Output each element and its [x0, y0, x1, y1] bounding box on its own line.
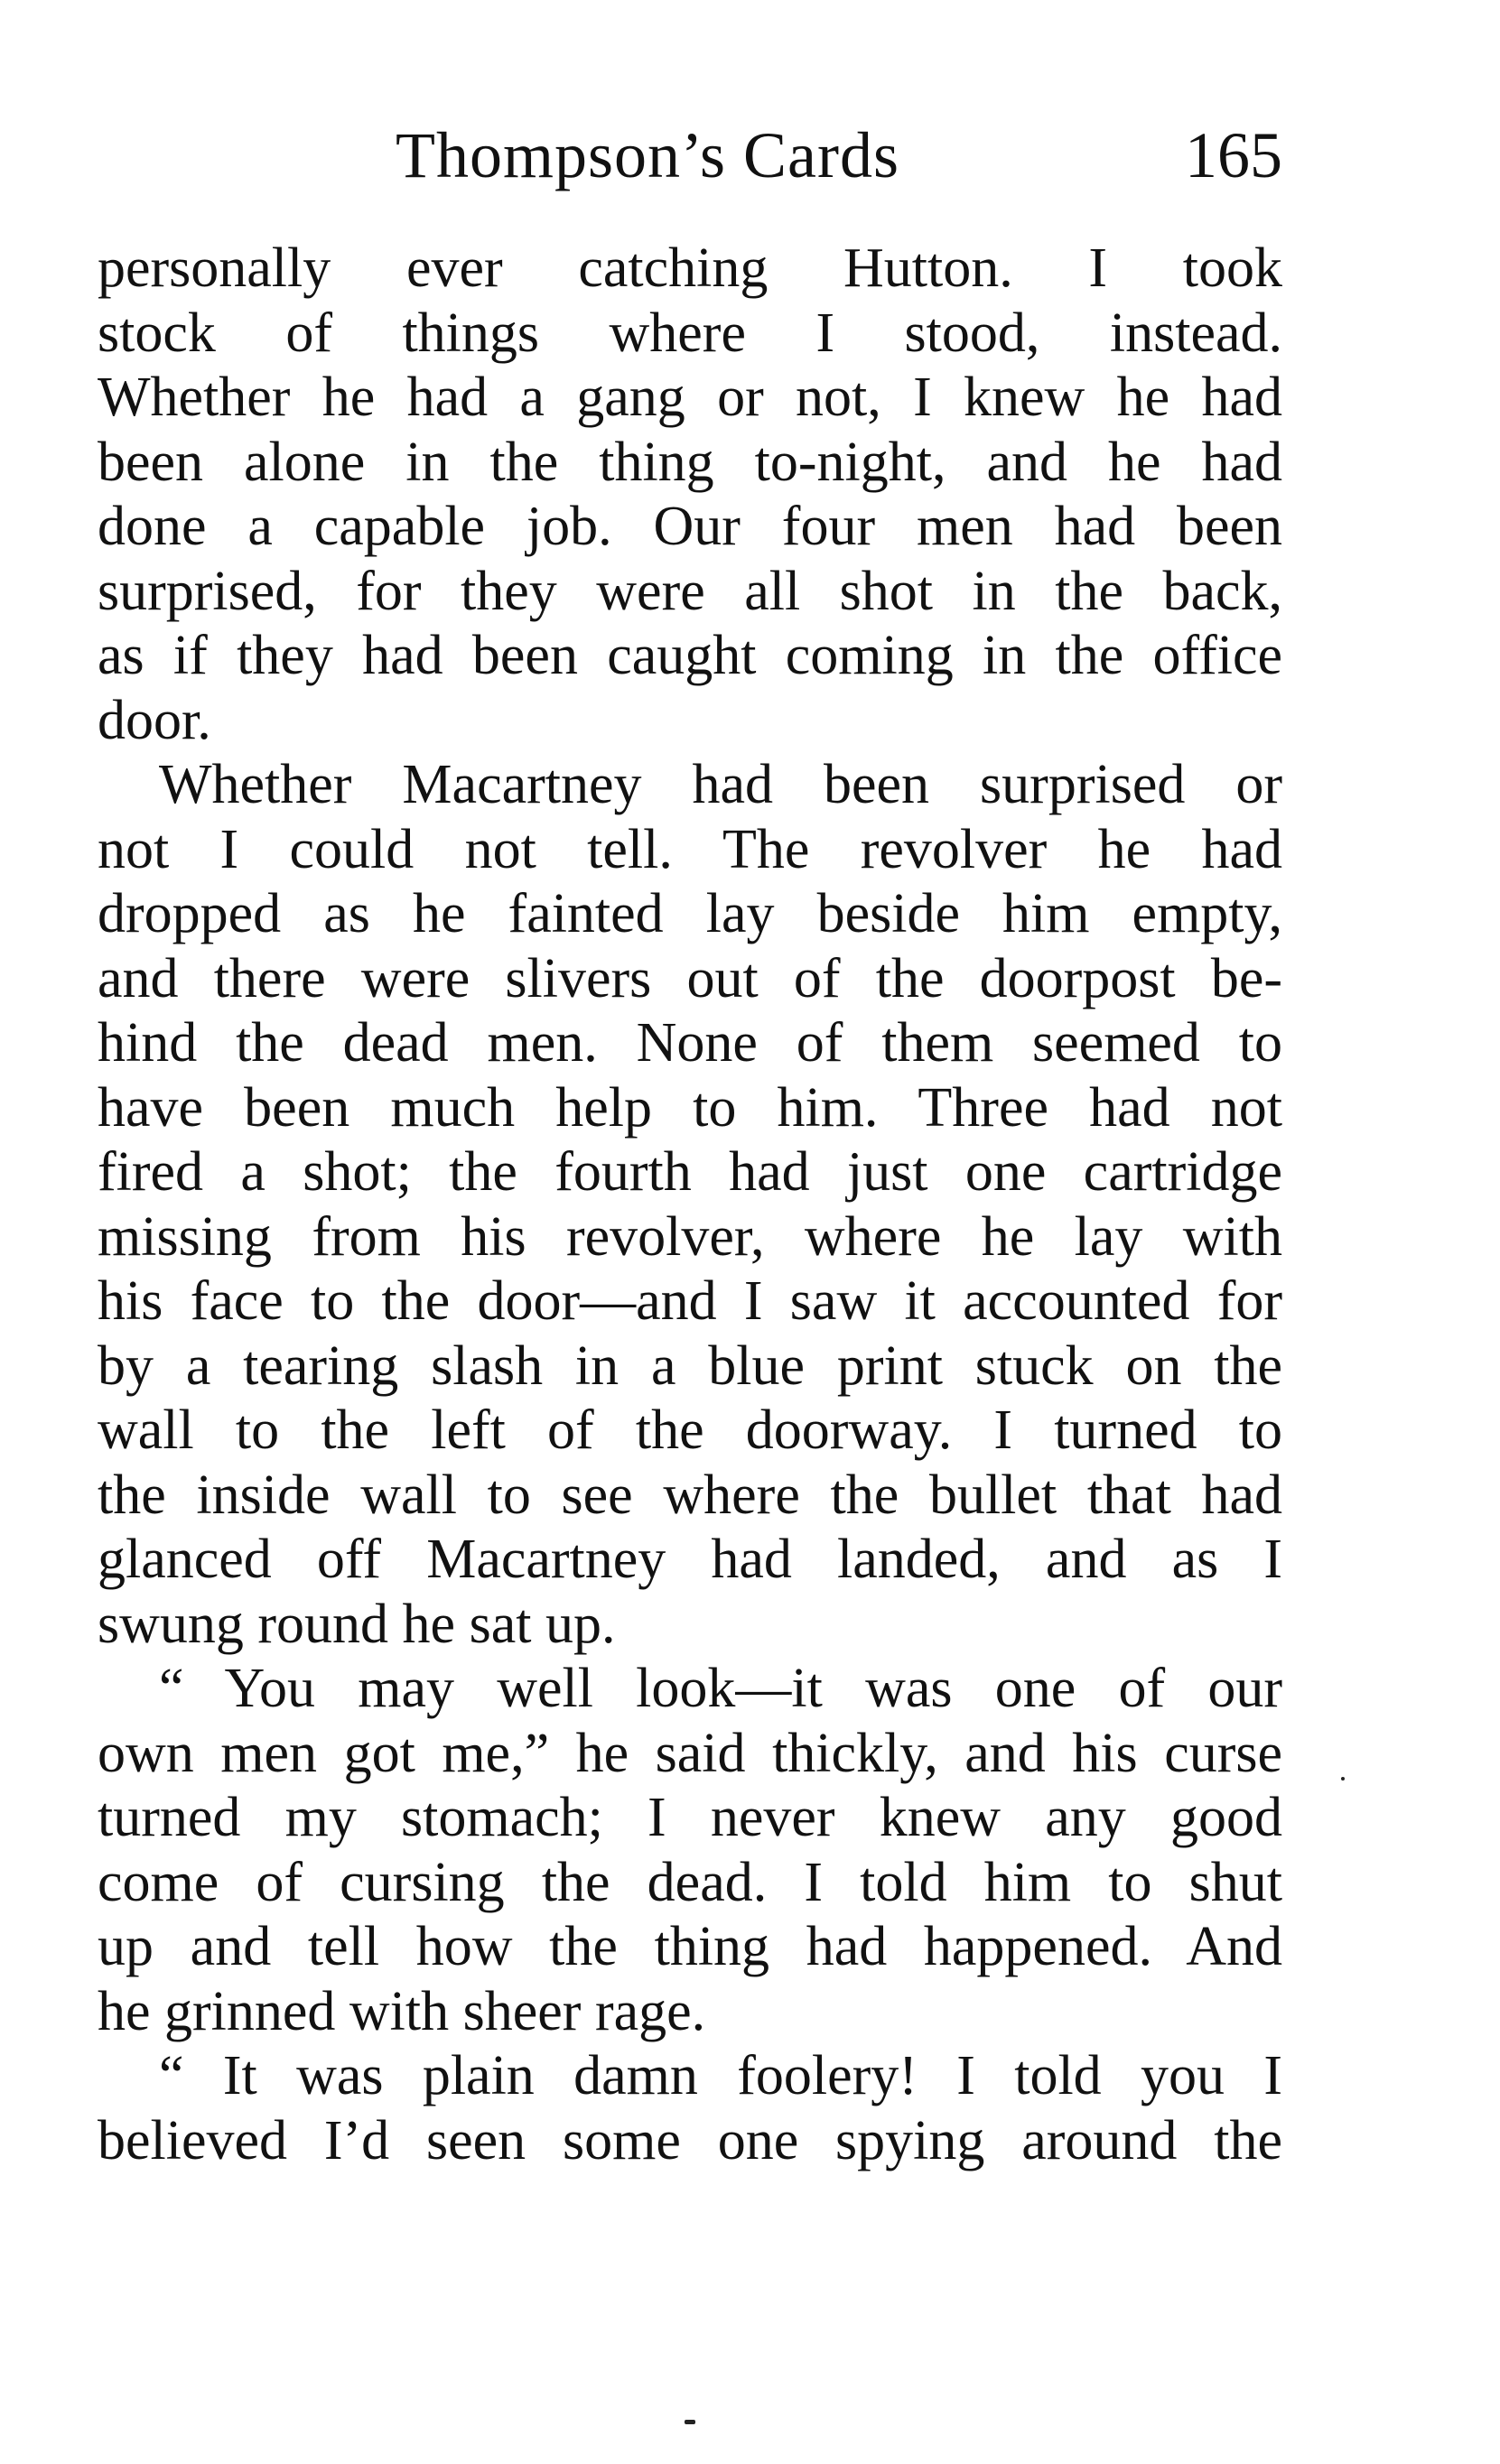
text-line: surprised, for they were all shot in the back, — [98, 560, 1282, 622]
text-line: the inside wall to see where the bullet that had — [98, 1464, 1282, 1526]
text-line: he grinned with sheer rage. — [98, 1980, 706, 2042]
text-line: wall to the left of the doorway. I turned to — [98, 1399, 1282, 1461]
text-line: turned my stomach; I never knew any good — [98, 1787, 1282, 1848]
text-line: dropped as he fainted lay beside him empty, — [98, 883, 1282, 944]
page-number: 165 — [1185, 119, 1282, 191]
print-speck — [685, 2420, 695, 2424]
text-line: his face to the door—and I saw it accounted for — [98, 1270, 1282, 1332]
text-line: fired a shot; the fourth had just one cartridge — [98, 1141, 1282, 1203]
text-line: swung round he sat up. — [98, 1593, 616, 1655]
text-line: been alone in the thing to-night, and he had — [98, 431, 1282, 493]
running-head — [98, 110, 1282, 200]
text-line: “ You may well look—it was one of our — [159, 1658, 1282, 1719]
text-line: done a capable job. Our four men had been — [98, 496, 1282, 557]
print-speck — [1341, 1777, 1345, 1781]
body-text — [98, 237, 1282, 2173]
text-line: and there were slivers out of the doorpost be- — [98, 947, 1282, 1009]
text-line: not I could not tell. The revolver he had — [98, 818, 1282, 880]
text-line: Whether he had a gang or not, I knew he had — [98, 367, 1282, 428]
text-line: missing from his revolver, where he lay with — [98, 1205, 1282, 1268]
text-line: “ It was plain damn foolery! I told you I — [159, 2045, 1282, 2106]
text-line: up and tell how the thing had happened. And — [98, 1916, 1282, 1977]
text-line: hind the dead men. None of them seemed to — [98, 1012, 1282, 1074]
text-line: have been much help to him. Three had not — [98, 1076, 1282, 1139]
text-line: Whether Macartney had been surprised or — [159, 754, 1282, 815]
text-line: believed I’d seen some one spying around the — [98, 2109, 1282, 2171]
text-line: own men got me,” he said thickly, and his curse — [98, 1722, 1282, 1784]
text-line: stock of things where I stood, instead. — [98, 302, 1282, 364]
text-line: glanced off Macartney had landed, and as I — [98, 1529, 1282, 1590]
text-line: personally ever catching Hutton. I took — [98, 237, 1282, 299]
running-title: Thompson’s Cards — [396, 119, 900, 191]
text-line: as if they had been caught coming in the office — [98, 625, 1282, 686]
text-line: by a tearing slash in a blue print stuck on the — [98, 1334, 1282, 1397]
text-line: come of cursing the dead. I told him to shut — [98, 1851, 1282, 1913]
text-line: door. — [98, 689, 211, 751]
